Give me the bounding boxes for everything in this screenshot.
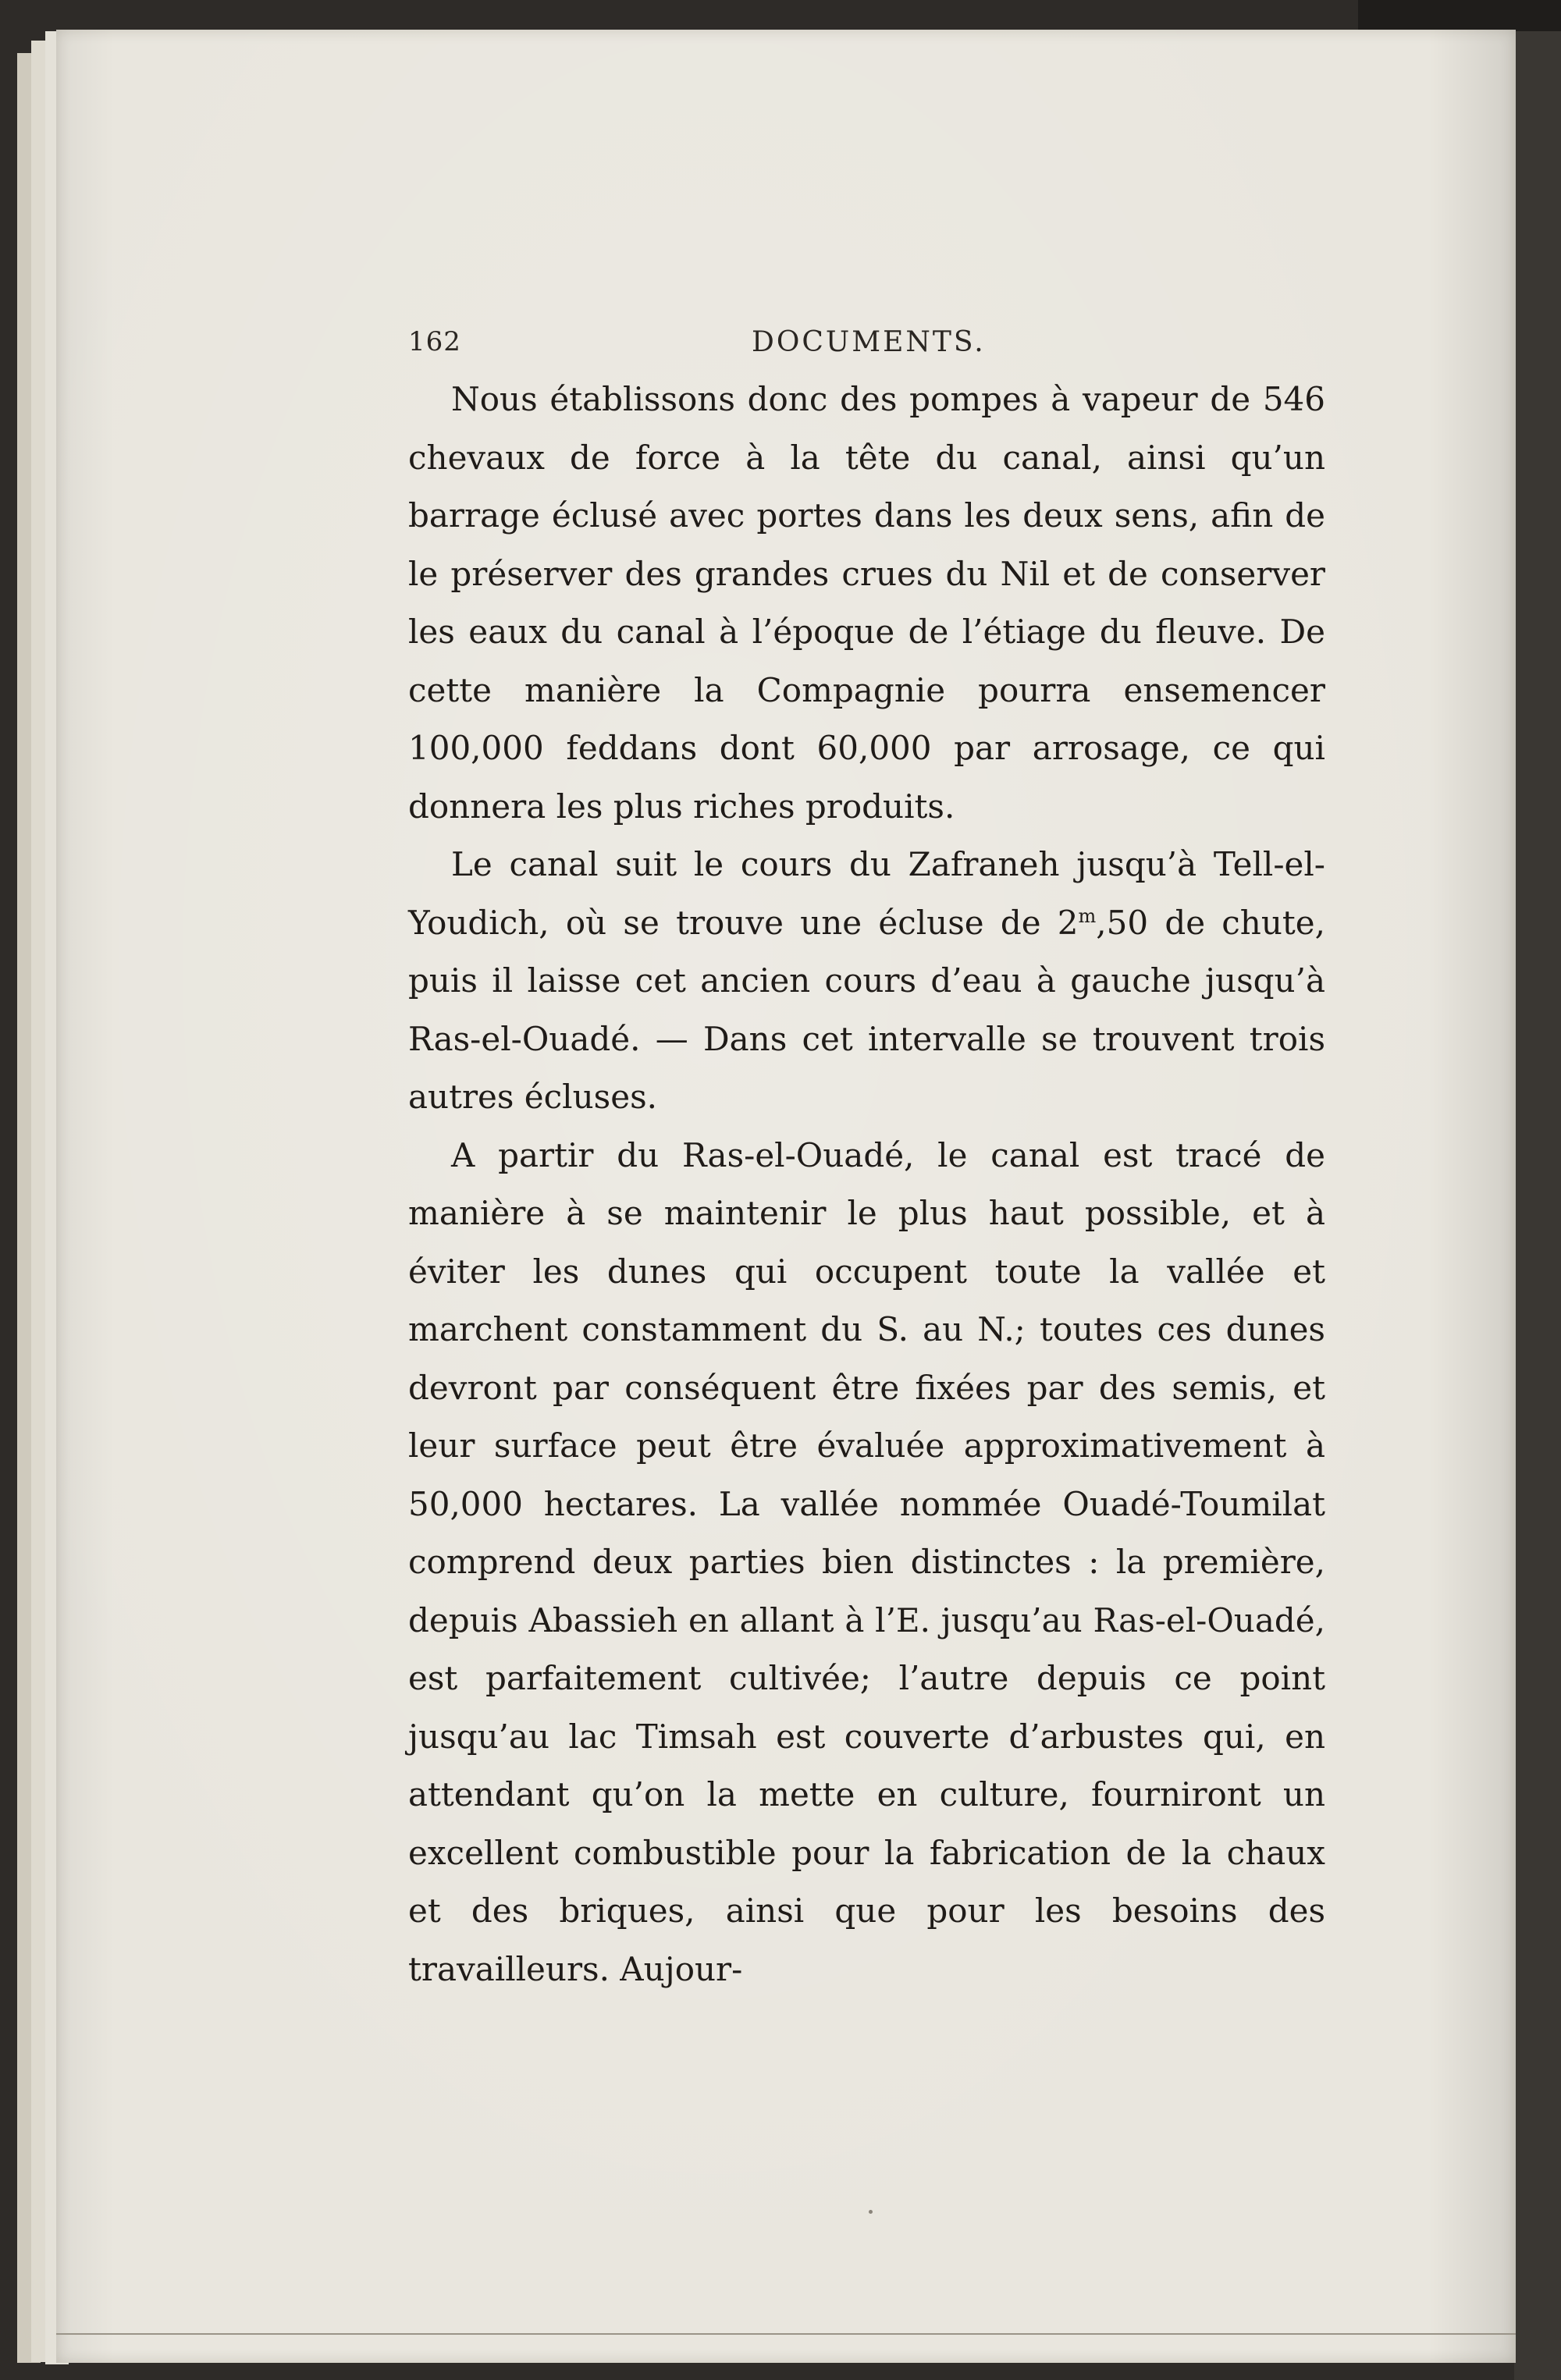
cover-top-strip bbox=[1358, 0, 1561, 31]
running-title: DOCUMENTS. bbox=[752, 326, 986, 358]
page-bottom-edge bbox=[56, 2333, 1516, 2335]
book-cover-edge bbox=[1514, 0, 1561, 2380]
paragraph bbox=[408, 1127, 1325, 1999]
superscript-unit: m bbox=[1078, 904, 1097, 927]
body-text bbox=[408, 371, 1325, 1998]
paragraph-text: A partir du Ras-el-Ouadé, le canal est tracé de manière à se maintenir le plus haut possible, et à éviter les dunes qui occupent toute la vallée et marchent constamment du S. au N.; toutes ces dunes devront par conséquent être fixées par des semis, et leur surface peut être évaluée approximativement à 50,000 hectares. La vallée nommée Ouadé-Toumilat comprend deux parties bien distinctes : la première, depuis Abassieh en allant à l’E. jusqu’au Ras-el-Ouadé, est parfaitement cultivée; l’autre depuis ce point jusqu’au lac Timsah est couverte d’arbustes qui, en attendant qu’on la mette en culture, fourniront un excellent combustible pour la fabrication de la chaux et des briques, ainsi que pour les besoins des travailleurs. Aujour- bbox=[408, 1135, 1325, 1988]
ink-speck bbox=[869, 2210, 873, 2214]
paragraph-text: Le canal suit le cours du Zafraneh jusqu’à Tell-el-Youdich, où se trouve une écluse de 2 bbox=[408, 845, 1325, 942]
paragraph-text: ,50 de chute, puis il laisse cet ancien cours d’eau à gauche jusqu’à Ras-el-Ouadé. — Dans cet intervalle se trouvent trois autres écluses. bbox=[408, 903, 1325, 1116]
page-number: 162 bbox=[408, 326, 461, 357]
paragraph bbox=[408, 371, 1325, 836]
paragraph bbox=[408, 836, 1325, 1127]
page-header bbox=[408, 326, 1333, 365]
paragraph-text: Nous établissons donc des pompes à vapeur de 546 chevaux de force à la tête du canal, ainsi qu’un barrage éclusé avec portes dans les deux sens, afin de le préserver des grandes crues du Nil et de conserver les eaux du canal à l’époque de l’étiage du fleuve. De cette manière la Compagnie pourra ensemencer 100,000 feddans dont 60,000 par arrosage, ce qui donnera les plus riches produits. bbox=[408, 380, 1325, 826]
